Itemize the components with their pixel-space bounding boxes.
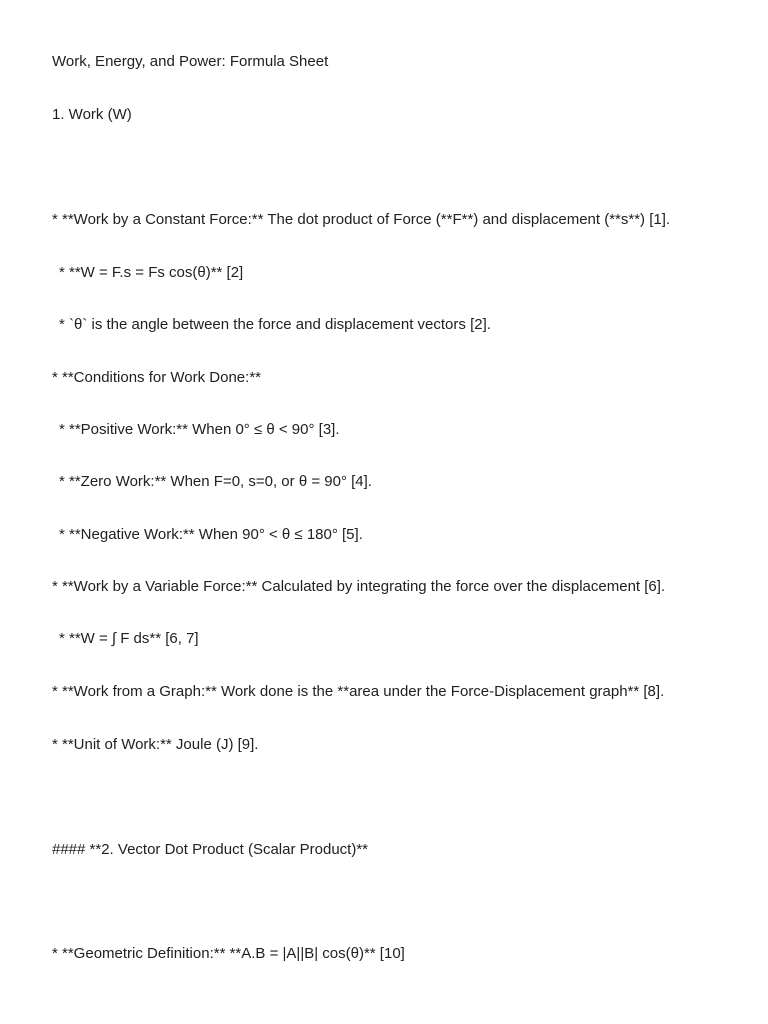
sub-bullet-work-formula: * **W = F.s = Fs cos(θ)** [2] (59, 264, 244, 281)
sub-bullet-theta-definition: * `θ` is the angle between the force and displacement vectors [2]. (59, 316, 491, 333)
bullet-work-constant-force: * **Work by a Constant Force:** The dot product of Force (**F**) and displacement (**s**) [1]. (52, 211, 671, 228)
bullet-work-from-graph: * **Work from a Graph:** Work done is the **area under the Force-Displacement graph** [8]. (52, 683, 665, 700)
sub-bullet-negative-work: * **Negative Work:** When 90° < θ ≤ 180° [5]. (59, 526, 363, 543)
bullet-unit-of-work: * **Unit of Work:** Joule (J) [9]. (52, 736, 259, 753)
section-heading-dot-product: #### **2. Vector Dot Product (Scalar Product)** (52, 841, 368, 858)
document-title: Work, Energy, and Power: Formula Sheet (52, 53, 329, 70)
sub-bullet-zero-work: * **Zero Work:** When F=0, s=0, or θ = 90° [4]. (59, 473, 372, 490)
bullet-conditions-work-done: * **Conditions for Work Done:** (52, 369, 261, 386)
bullet-geometric-definition: * **Geometric Definition:** **A.B = |A||B| cos(θ)** [10] (52, 945, 405, 962)
bullet-work-variable-force: * **Work by a Variable Force:** Calculated by integrating the force over the displacement [6]. (52, 578, 666, 595)
section-heading-work: 1. Work (W) (52, 106, 132, 123)
sub-bullet-positive-work: * **Positive Work:** When 0° ≤ θ < 90° [3]. (59, 421, 340, 438)
sub-bullet-integral-formula: * **W = ∫ F ds** [6, 7] (59, 630, 199, 647)
